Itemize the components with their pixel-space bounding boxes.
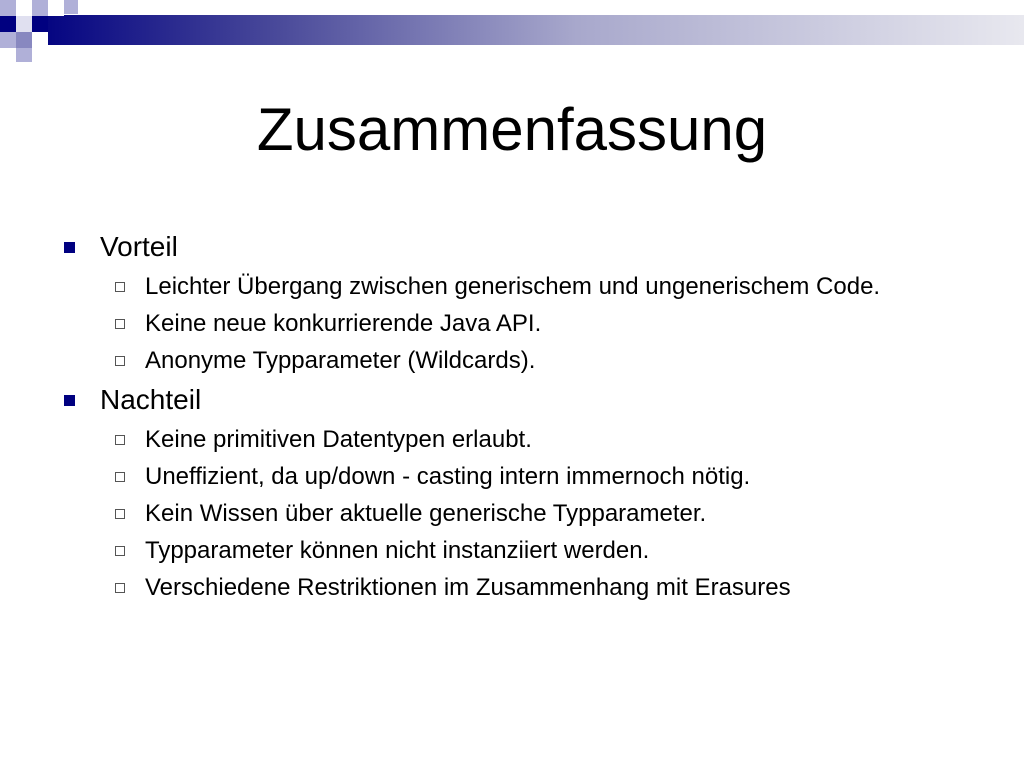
sub-bullet — [60, 461, 960, 492]
sub-bullet — [60, 572, 960, 603]
header-square — [16, 0, 32, 16]
square-bullet-icon — [64, 395, 75, 406]
sub-bullet-text: Typparameter können nicht instanziiert werden. — [145, 537, 650, 564]
bullet-heading — [60, 382, 960, 418]
bullet-heading-text: Vorteil — [100, 231, 178, 262]
header-square — [48, 0, 64, 16]
slide-title: Zusammenfassung — [256, 96, 768, 163]
header-square — [16, 16, 32, 32]
sub-bullet — [60, 535, 960, 566]
sub-bullet-text: Kein Wissen über aktuelle generische Typparameter. — [145, 500, 707, 527]
sub-bullet — [60, 498, 960, 529]
bullet-list — [60, 224, 960, 609]
header-square — [0, 32, 16, 48]
header-square — [32, 32, 48, 48]
sub-bullet-text: Keine neue konkurrierende Java API. — [145, 310, 542, 337]
sub-bullet — [60, 424, 960, 455]
header-square — [16, 48, 32, 62]
hollow-square-bullet-icon — [115, 435, 125, 445]
sub-bullet-text: Verschiedene Restriktionen im Zusammenhang mit Erasures — [145, 574, 791, 601]
hollow-square-bullet-icon — [115, 546, 125, 556]
header-square — [0, 0, 16, 16]
bullet-heading — [60, 229, 960, 265]
header-square — [32, 16, 48, 32]
header-square — [0, 16, 16, 32]
header-square — [32, 0, 48, 16]
sub-bullet — [60, 308, 960, 339]
sub-bullet-text: Keine primitiven Datentypen erlaubt. — [145, 426, 532, 453]
hollow-square-bullet-icon — [115, 583, 125, 593]
header-gradient-bar — [30, 15, 1024, 45]
section-vorteil — [60, 229, 960, 376]
hollow-square-bullet-icon — [115, 282, 125, 292]
square-bullet-icon — [64, 242, 75, 253]
sub-bullet-text: Uneffizient, da up/down - casting intern immernoch nötig. — [145, 463, 751, 490]
sub-bullet — [60, 345, 960, 376]
hollow-square-bullet-icon — [115, 319, 125, 329]
hollow-square-bullet-icon — [115, 472, 125, 482]
bullet-heading-text: Nachteil — [100, 384, 202, 415]
section-nachteil — [60, 382, 960, 603]
sub-bullet-text: Leichter Übergang zwischen generischem und ungenerischem Code. — [145, 273, 881, 300]
header-square — [16, 32, 32, 48]
header-square — [64, 0, 78, 14]
hollow-square-bullet-icon — [115, 356, 125, 366]
sub-bullet-text: Anonyme Typparameter (Wildcards). — [145, 347, 536, 374]
sub-bullet — [60, 271, 960, 302]
hollow-square-bullet-icon — [115, 509, 125, 519]
header-decoration — [0, 0, 1024, 64]
